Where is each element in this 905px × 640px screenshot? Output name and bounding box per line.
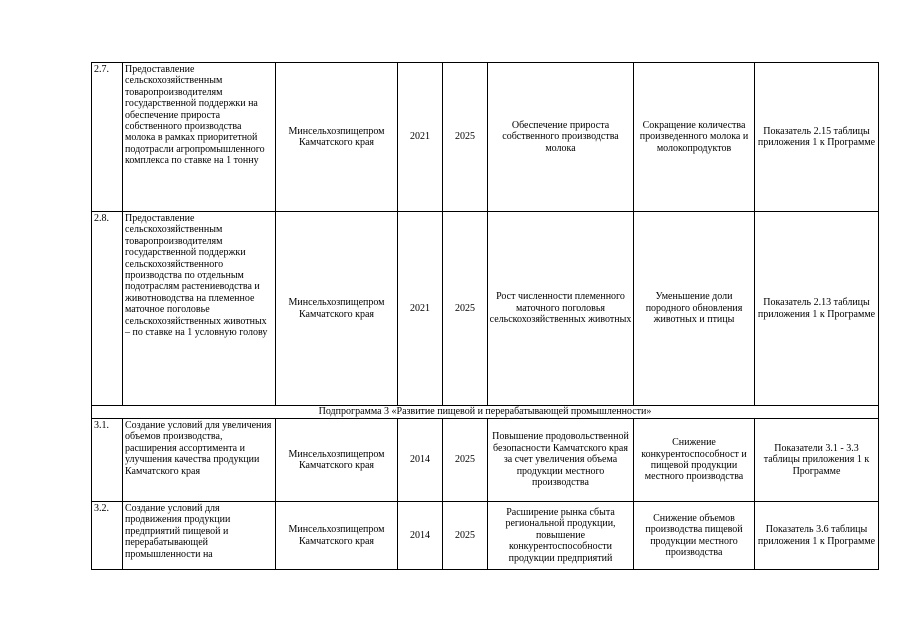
consequence: Снижение конкурентоспособност и пищевой продукции местного производства xyxy=(634,419,755,502)
executor: Минсельхозпищепром Камчатского края xyxy=(276,419,398,502)
start-year: 2014 xyxy=(398,502,443,570)
consequence: Сокращение количества произведенного молока и молокопродуктов xyxy=(634,63,755,212)
start-year: 2021 xyxy=(398,63,443,212)
expected-result: Расширение рынка сбыта региональной продукции, повышение конкурентоспособности продукции предприятий xyxy=(488,502,634,570)
end-year: 2025 xyxy=(443,63,488,212)
measure-name: Создание условий для продвижения продукции предприятий пищевой и перерабатывающей промышленности на xyxy=(123,502,276,570)
consequence: Снижение объемов производства пищевой продукции местного производства xyxy=(634,502,755,570)
executor: Минсельхозпищепром Камчатского края xyxy=(276,212,398,406)
executor: Минсельхозпищепром Камчатского края xyxy=(276,502,398,570)
measure-name: Предоставление сельскохозяйственным товаропроизводителям государственной поддержки сельскохозяйственного производства по отдельным подотраслям растениеводства и животноводства на племенное маточное поголовье сельскохозяйственных животных – по ставке на 1 условную голову xyxy=(123,212,276,406)
end-year: 2025 xyxy=(443,419,488,502)
indicator: Показатель 2.15 таблицы приложения 1 к Программе xyxy=(755,63,879,212)
indicator: Показатель 3.6 таблицы приложения 1 к Программе xyxy=(755,502,879,570)
measure-name: Предоставление сельскохозяйственным товаропроизводителям государственной поддержки на обеспечение прироста собственного производства молока в рамках приоритетной подотрасли агропромышленного комплекса по ставке на 1 тонну xyxy=(123,63,276,212)
measure-name: Создание условий для увеличения объемов производства, расширения ассортимента и улучшения качества продукции Камчатского края xyxy=(123,419,276,502)
executor: Минсельхозпищепром Камчатского края xyxy=(276,63,398,212)
expected-result: Повышение продовольственной безопасности Камчатского края за счет увеличения объема продукции местного производства xyxy=(488,419,634,502)
table-row xyxy=(92,212,879,406)
subprogram-row xyxy=(92,406,879,419)
start-year: 2021 xyxy=(398,212,443,406)
indicator: Показатели 3.1 - 3.3 таблицы приложения 1 к Программе xyxy=(755,419,879,502)
subprogram-heading: Подпрограмма 3 «Развитие пищевой и перерабатывающей промышленности» xyxy=(92,406,879,419)
table-row xyxy=(92,63,879,212)
table-row xyxy=(92,419,879,502)
start-year: 2014 xyxy=(398,419,443,502)
row-number: 3.1. xyxy=(92,419,123,502)
consequence: Уменьшение доли породного обновления животных и птицы xyxy=(634,212,755,406)
indicator: Показатель 2.13 таблицы приложения 1 к Программе xyxy=(755,212,879,406)
end-year: 2025 xyxy=(443,502,488,570)
end-year: 2025 xyxy=(443,212,488,406)
measures-table xyxy=(91,62,879,570)
row-number: 3.2. xyxy=(92,502,123,570)
row-number: 2.7. xyxy=(92,63,123,212)
row-number: 2.8. xyxy=(92,212,123,406)
expected-result: Обеспечение прироста собственного производства молока xyxy=(488,63,634,212)
table-row xyxy=(92,502,879,570)
expected-result: Рост численности племенного маточного поголовья сельскохозяйственных животных xyxy=(488,212,634,406)
